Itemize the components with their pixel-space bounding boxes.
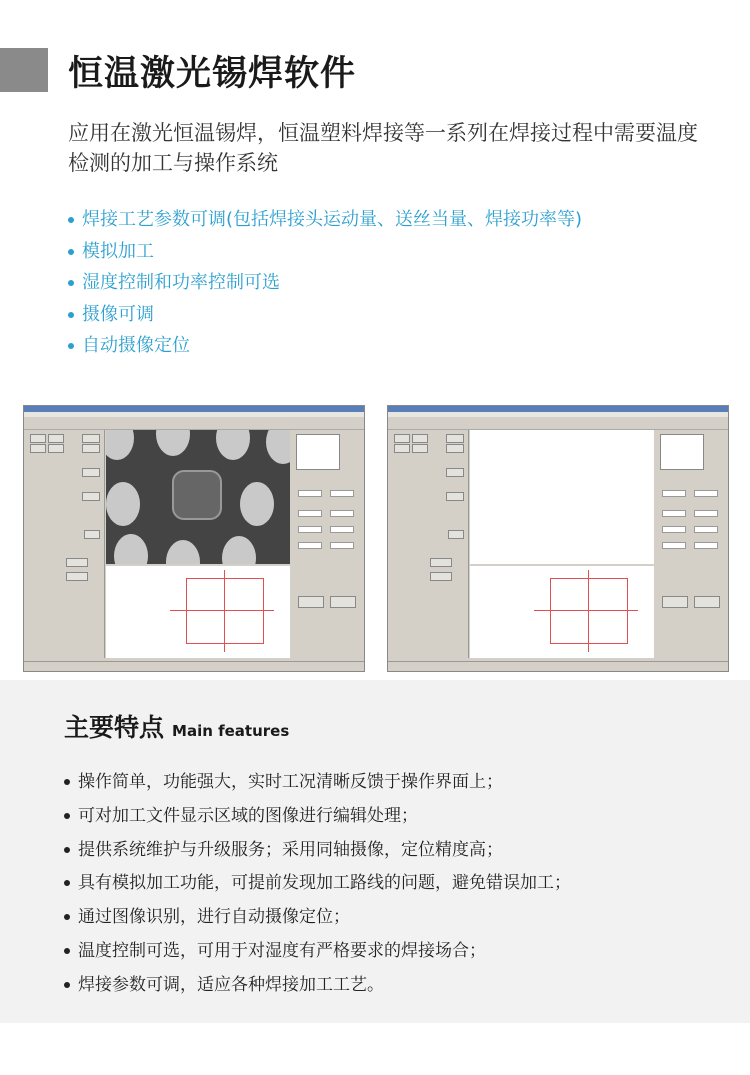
screenshot-camera-view [23, 405, 365, 672]
main-feature-list [64, 766, 571, 1003]
screenshot-blank-view [387, 405, 729, 672]
control-button [48, 434, 64, 443]
param-field [694, 490, 718, 497]
control-panel [390, 430, 469, 658]
section-heading-cn: 主要特点 [64, 713, 165, 742]
control-button [446, 468, 464, 477]
list-item: 焊接参数可调，适应各种焊接加工工艺。 [64, 969, 571, 1003]
control-button [394, 434, 410, 443]
list-item: 湿度控制和功率控制可选 [68, 267, 582, 299]
param-field [694, 542, 718, 549]
control-button [82, 492, 100, 501]
control-button [412, 434, 428, 443]
param-field [662, 526, 686, 533]
camera-view [106, 430, 290, 564]
param-field [662, 542, 686, 549]
list-item: 温度控制可选，可用于对湿度有严格要求的焊接场合； [64, 935, 571, 969]
list-item: 通过图像识别，进行自动摄像定位； [64, 901, 571, 935]
solder-pad [106, 430, 134, 460]
param-field [330, 526, 354, 533]
top-feature-list [68, 204, 582, 362]
section-heading-en: Main features [172, 722, 290, 740]
param-button [662, 596, 688, 608]
control-button [446, 492, 464, 501]
bullet-icon [64, 779, 70, 785]
control-button [84, 530, 100, 539]
main-features-section [0, 680, 750, 1023]
toolbar [388, 417, 728, 430]
control-button [448, 530, 464, 539]
param-field [298, 510, 322, 517]
solder-pad [266, 430, 290, 464]
bullet-icon [68, 217, 74, 223]
solder-pad [222, 536, 256, 564]
control-button [66, 572, 88, 581]
param-field [694, 526, 718, 533]
control-button [430, 558, 452, 567]
param-field [330, 510, 354, 517]
list-item: 具有模拟加工功能，可提前发现加工路线的问题，避免错误加工； [64, 867, 571, 901]
path-preview [470, 566, 654, 658]
bullet-icon [68, 343, 74, 349]
control-button [82, 444, 100, 453]
control-button [394, 444, 410, 453]
bullet-icon [64, 813, 70, 819]
status-bar [24, 661, 364, 671]
control-button [412, 444, 428, 453]
control-button [48, 444, 64, 453]
control-button [82, 434, 100, 443]
solder-pad [166, 540, 200, 564]
control-button [66, 558, 88, 567]
solder-pad [106, 482, 140, 526]
parameter-panel [294, 430, 362, 658]
bullet-icon [64, 847, 70, 853]
intro-text: 应用在激光恒温锡焊，恒温塑料焊接等一系列在焊接过程中需要温度检测的加工与操作系统 [68, 121, 698, 175]
toolbar [24, 417, 364, 430]
bullet-icon [68, 280, 74, 286]
bullet-icon [64, 914, 70, 920]
control-button [82, 468, 100, 477]
parameter-panel [658, 430, 726, 658]
param-field [694, 510, 718, 517]
solder-joint [172, 470, 222, 520]
weld-path-outline [550, 578, 628, 644]
param-button [694, 596, 720, 608]
list-item: 模拟加工 [68, 236, 582, 268]
list-item: 焊接工艺参数可调(包括焊接头运动量、送丝当量、焊接功率等) [68, 204, 582, 236]
status-bar [388, 661, 728, 671]
section-heading [64, 708, 289, 744]
param-field [298, 542, 322, 549]
bullet-icon [68, 312, 74, 318]
solder-pad [216, 430, 250, 460]
software-screenshots [23, 405, 727, 670]
path-preview [106, 566, 290, 658]
control-button [30, 434, 46, 443]
solder-pad [156, 430, 190, 456]
param-button [330, 596, 356, 608]
control-panel [26, 430, 105, 658]
bullet-icon [64, 982, 70, 988]
list-item: 可对加工文件显示区域的图像进行编辑处理； [64, 800, 571, 834]
list-item: 操作简单，功能强大，实时工况清晰反馈于操作界面上； [64, 766, 571, 800]
solder-pad [114, 534, 148, 564]
param-field [330, 490, 354, 497]
page-title: 恒温激光锡焊软件 [68, 54, 357, 94]
control-button [446, 444, 464, 453]
solder-pad [240, 482, 274, 526]
param-field [662, 490, 686, 497]
list-item: 提供系统维护与升级服务；采用同轴摄像，定位精度高； [64, 834, 571, 868]
control-button [30, 444, 46, 453]
param-field [662, 510, 686, 517]
weld-path-outline [186, 578, 264, 644]
preview-box [660, 434, 704, 470]
preview-box [296, 434, 340, 470]
bullet-icon [68, 249, 74, 255]
control-button [446, 434, 464, 443]
control-button [430, 572, 452, 581]
title-accent-block [0, 48, 48, 92]
bullet-icon [64, 880, 70, 886]
param-field [298, 490, 322, 497]
param-button [298, 596, 324, 608]
list-item: 自动摄像定位 [68, 330, 582, 362]
camera-view [470, 430, 654, 564]
param-field [330, 542, 354, 549]
param-field [298, 526, 322, 533]
bullet-icon [64, 948, 70, 954]
list-item: 摄像可调 [68, 299, 582, 331]
